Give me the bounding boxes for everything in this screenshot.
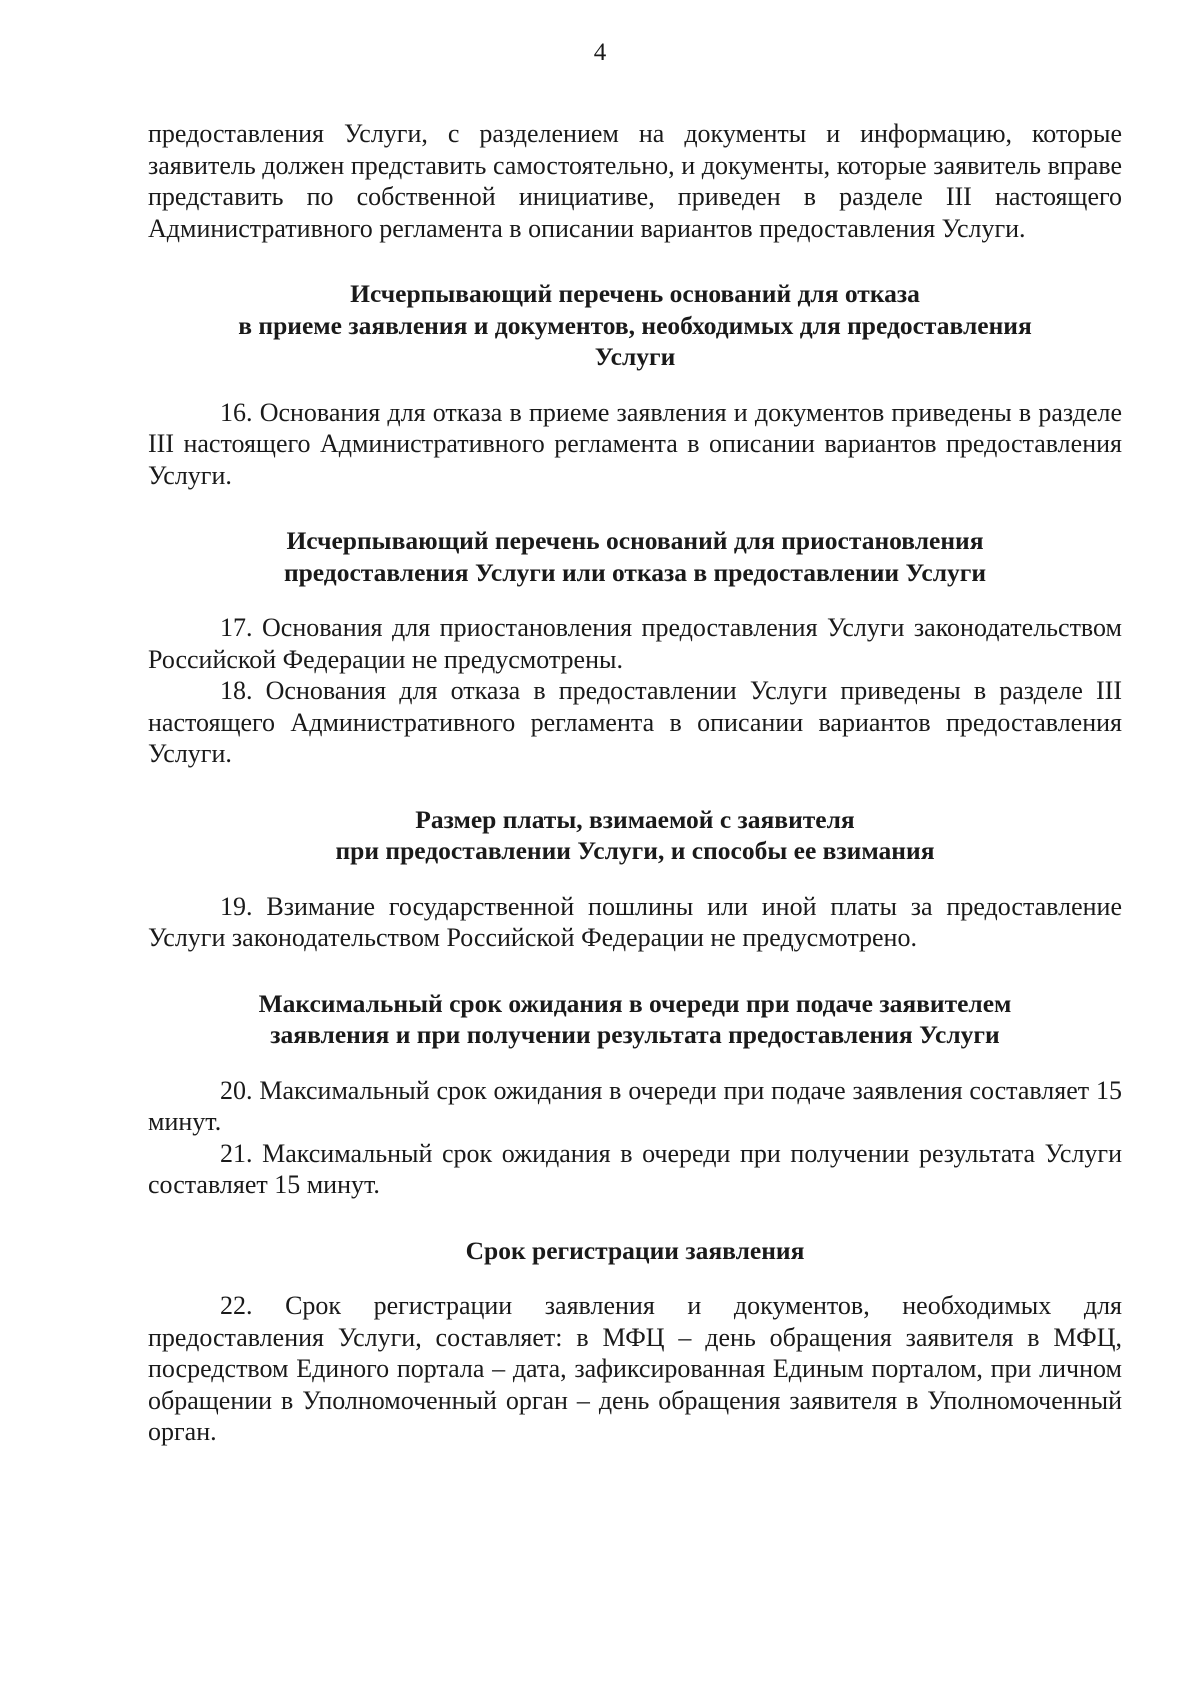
- heading-line: Максимальный срок ожидания в очереди при подаче заявителем: [258, 988, 1012, 1018]
- section-heading-refusal-acceptance: [148, 278, 1122, 373]
- paragraph-21: 21. Максимальный срок ожидания в очереди при получении результата Услуги составляет 15 минут.: [148, 1138, 1122, 1199]
- paragraph-20: 20. Максимальный срок ожидания в очереди при подаче заявления составляет 15 минут.: [148, 1075, 1122, 1136]
- heading-line: Размер платы, взимаемой с заявителя: [415, 804, 855, 834]
- heading-line: при предоставлении Услуги, и способы ее взимания: [335, 836, 935, 865]
- page-number: 4: [593, 39, 607, 66]
- paragraph-18: 18. Основания для отказа в предоставлении Услуги приведены в разделе III настоящего Административного регламента в описании вариантов предоставления Услуги.: [148, 676, 1122, 768]
- heading-line: Срок регистрации заявления: [465, 1235, 805, 1265]
- heading-line: предоставления Услуги или отказа в предоставлении Услуги: [283, 557, 987, 587]
- heading-line: Исчерпывающий перечень оснований для приостановления: [286, 526, 984, 555]
- heading-line: Исчерпывающий перечень оснований для отказа: [350, 279, 920, 308]
- page-content: [148, 118, 1122, 1448]
- heading-line: Услуги: [594, 342, 676, 371]
- section-heading-registration: [148, 1235, 1122, 1267]
- section-heading-fee: [148, 804, 1122, 867]
- paragraph-19: 19. Взимание государственной пошлины или иной платы за предоставление Услуги законодательством Российской Федерации не предусмотрено.: [148, 891, 1122, 952]
- heading-line: в приеме заявления и документов, необходимых для предоставления: [238, 310, 1032, 340]
- paragraph-22: 22. Срок регистрации заявления и документов, необходимых для предоставления Услуги, составляет: в МФЦ – день обращения заявителя в МФЦ, посредством Единого портала – дата, зафиксированная Единым порталом, при личном обращении в Уполномоченный орган – день обращения заявителя в Уполномоченный орган.: [148, 1291, 1122, 1446]
- paragraph-continuation: предоставления Услуги, с разделением на документы и информацию, которые заявитель должен представить самостоятельно, и документы, которые заявитель вправе представить по собственной инициативе, приведен в разделе III настоящего Административного регламента в описании вариантов предоставления Услуги.: [148, 119, 1122, 243]
- heading-line: заявления и при получении результата предоставления Услуги: [270, 1020, 1000, 1049]
- section-heading-suspension-refusal: [148, 525, 1122, 588]
- section-heading-queue-time: [148, 988, 1122, 1051]
- paragraph-17: 17. Основания для приостановления предоставления Услуги законодательством Российской Федерации не предусмотрены.: [148, 613, 1122, 674]
- paragraph-16: 16. Основания для отказа в приеме заявления и документов приведены в разделе III настоящего Административного регламента в описании вариантов предоставления Услуги.: [148, 397, 1122, 490]
